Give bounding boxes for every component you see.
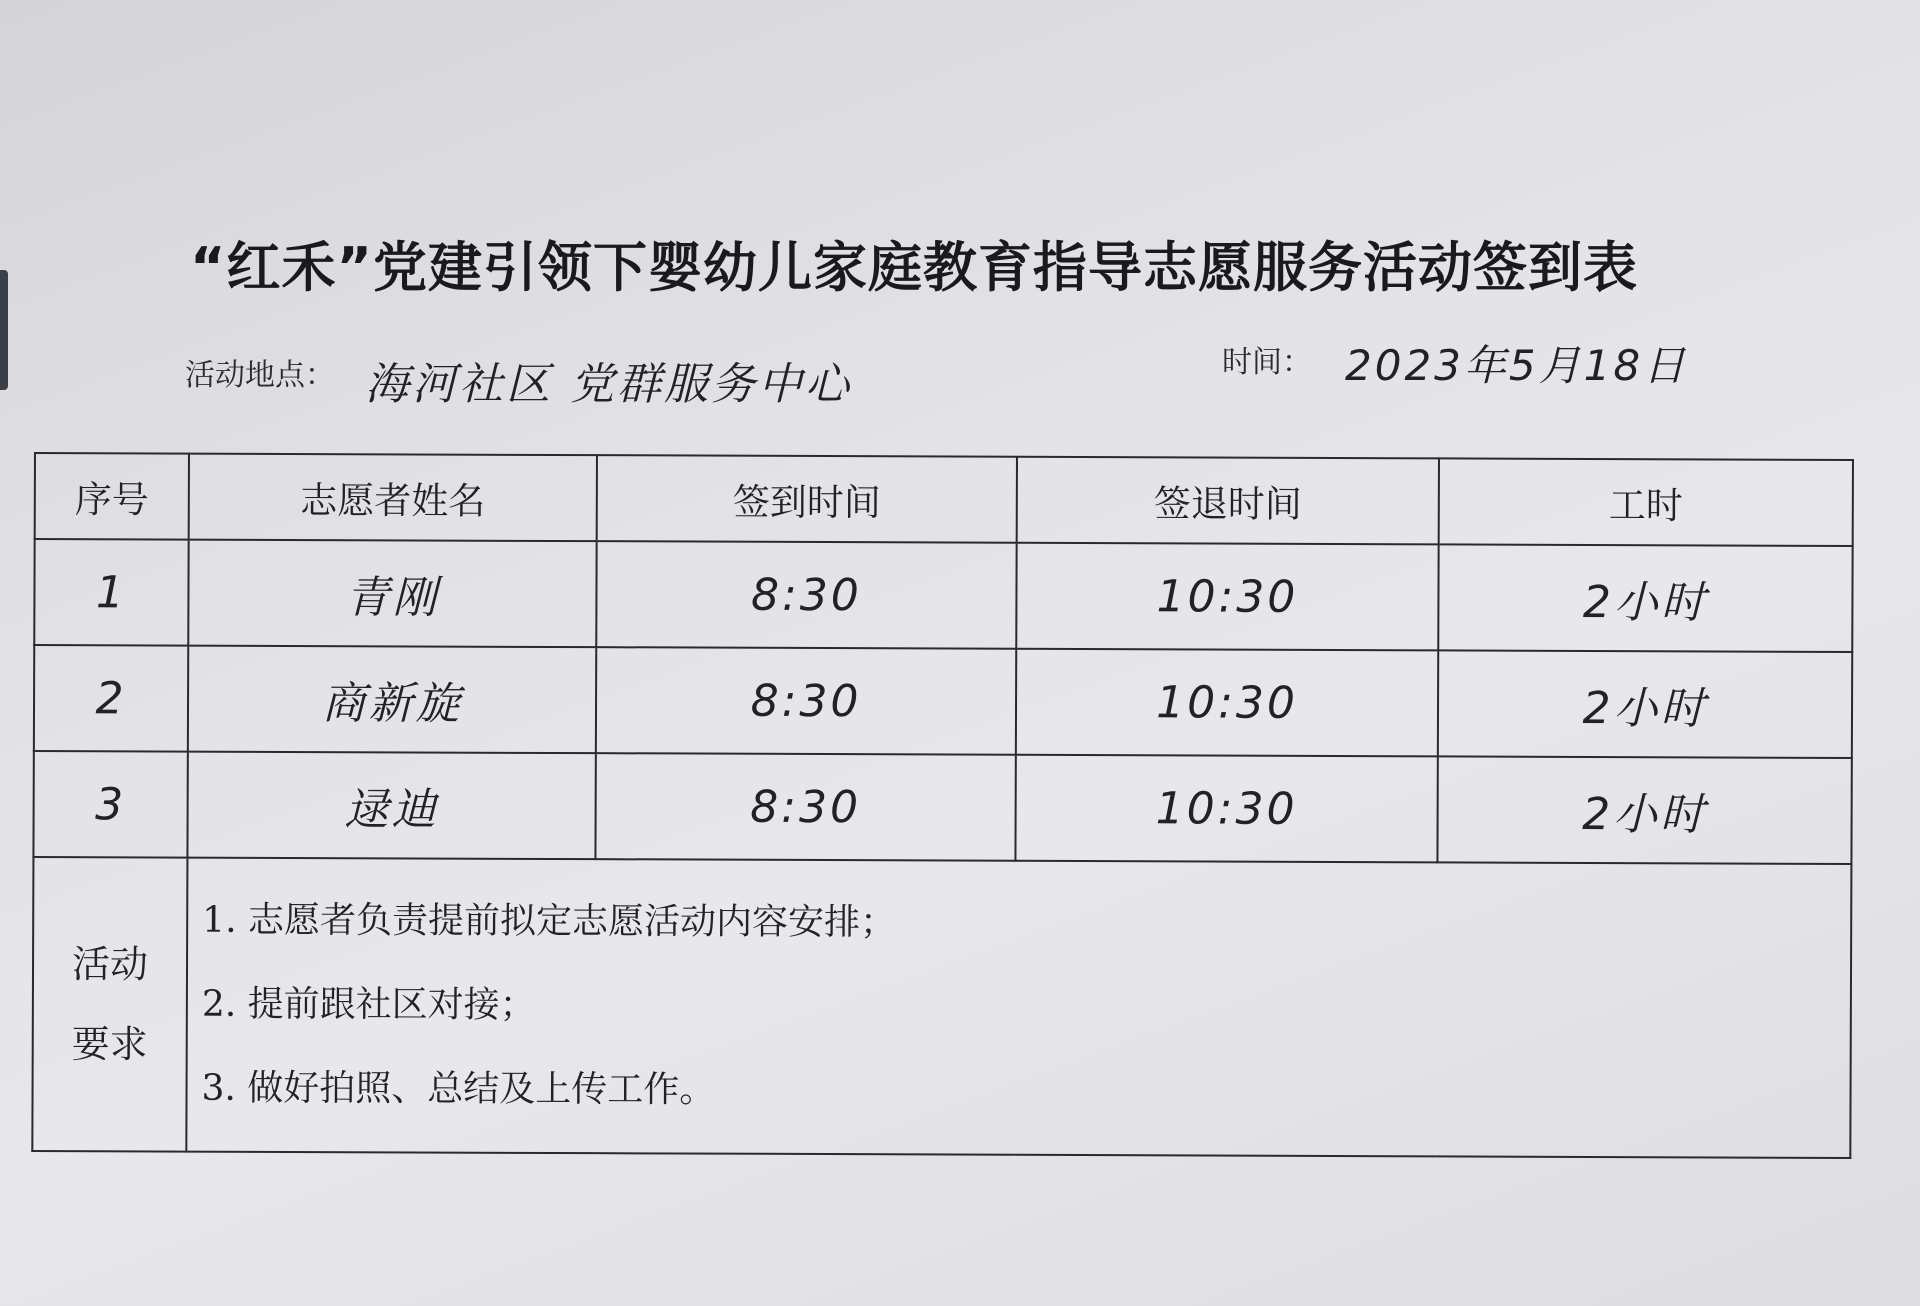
requirements-label-line1: 活动 bbox=[71, 942, 149, 987]
table-row bbox=[34, 539, 1852, 652]
header-hours: 工时 bbox=[1439, 458, 1853, 546]
header-checkin: 签到时间 bbox=[597, 455, 1017, 543]
location-label: 活动地点： bbox=[185, 358, 335, 393]
requirement-item: 2. 提前跟社区对接； bbox=[201, 983, 536, 1026]
requirements-label bbox=[32, 857, 187, 1152]
row-checkout: 10:30 bbox=[1016, 543, 1438, 651]
table-row bbox=[34, 645, 1852, 758]
table-row bbox=[33, 751, 1851, 864]
row-name: 青刚 bbox=[188, 540, 596, 648]
requirements-content bbox=[186, 858, 1851, 1158]
row-checkout: 10:30 bbox=[1016, 649, 1438, 757]
location-value: 海河社区 党群服务中心 bbox=[365, 359, 852, 410]
header-seq: 序号 bbox=[35, 453, 189, 540]
clip-edge bbox=[0, 270, 8, 390]
row-seq: 2 bbox=[34, 645, 188, 752]
requirement-item: 1. 志愿者负责提前拟定志愿活动内容安排； bbox=[202, 899, 897, 944]
signin-table bbox=[31, 452, 1854, 1159]
requirement-item: 3. 做好拍照、总结及上传工作。 bbox=[201, 1067, 716, 1111]
page-title: “红禾”党建引领下婴幼儿家庭教育指导志愿服务活动签到表 bbox=[190, 236, 1638, 299]
requirements-label-line2: 要求 bbox=[71, 1022, 148, 1067]
row-hours: 2小时 bbox=[1438, 650, 1852, 758]
row-seq: 3 bbox=[33, 751, 187, 858]
row-checkin: 8:30 bbox=[596, 647, 1016, 755]
date-value: 2023年5月18日 bbox=[1345, 341, 1689, 390]
row-hours: 2小时 bbox=[1437, 756, 1851, 864]
row-checkin: 8:30 bbox=[596, 541, 1016, 649]
requirements-row bbox=[32, 857, 1851, 1158]
header-name: 志愿者姓名 bbox=[189, 454, 597, 542]
header-checkout: 签退时间 bbox=[1017, 457, 1439, 545]
row-seq: 1 bbox=[34, 539, 188, 646]
row-checkin: 8:30 bbox=[595, 753, 1015, 861]
row-hours: 2小时 bbox=[1438, 544, 1852, 652]
row-checkout: 10:30 bbox=[1015, 755, 1437, 863]
row-name: 逯迪 bbox=[187, 752, 595, 860]
table-header-row bbox=[35, 453, 1853, 546]
date-label: 时间： bbox=[1222, 345, 1312, 380]
row-name: 商新旋 bbox=[188, 646, 596, 754]
